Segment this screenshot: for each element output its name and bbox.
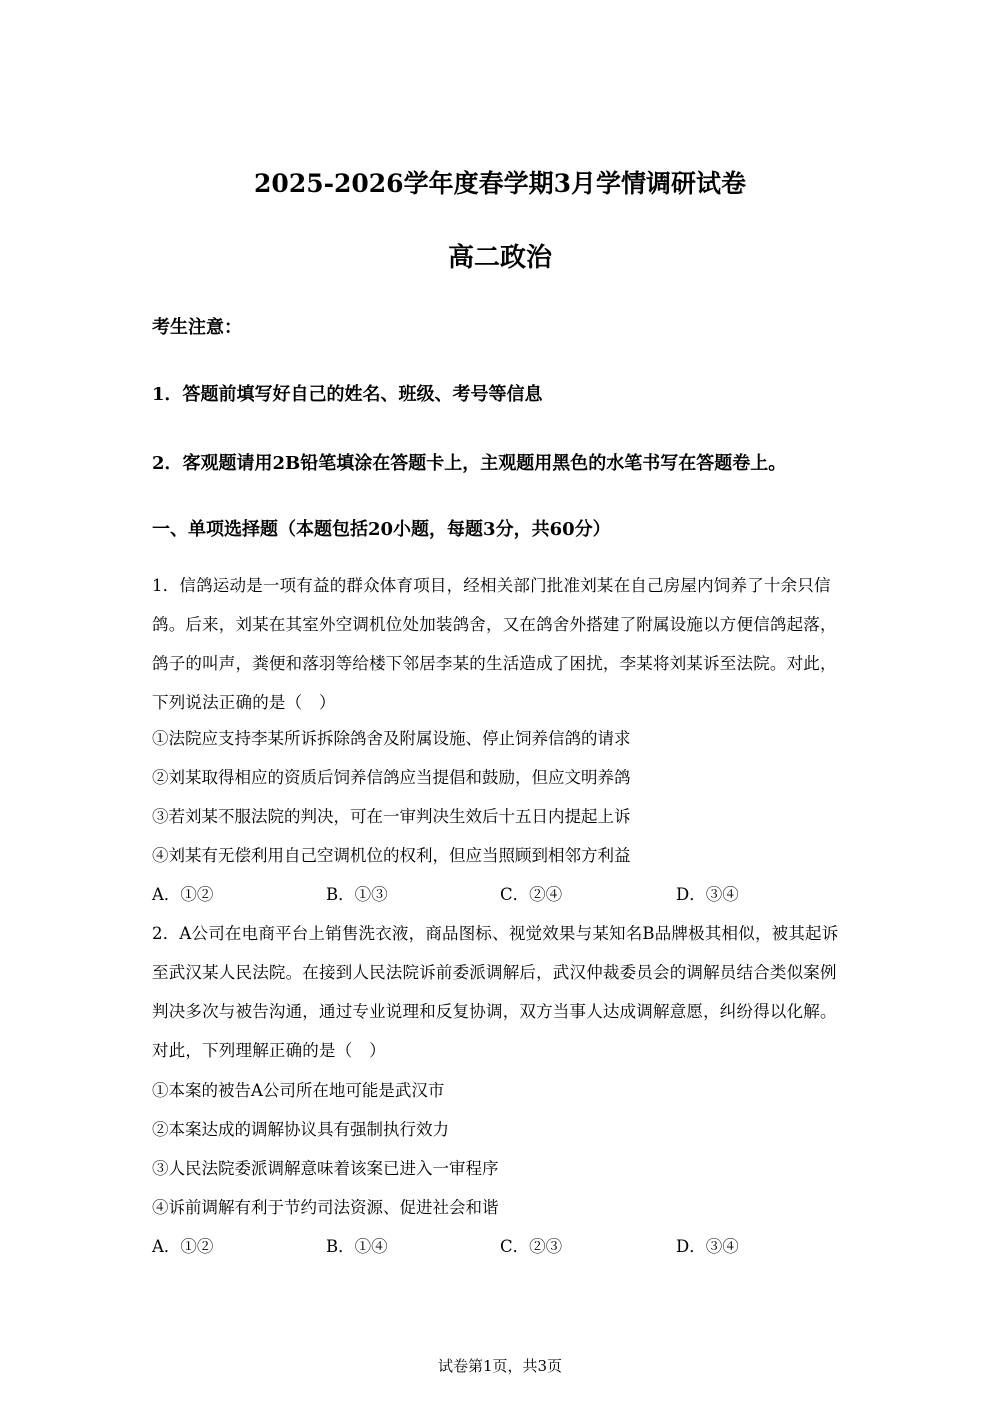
notice-item-2: 2．客观题请用2B铅笔填涂在答题卡上，主观题用黑色的水笔书写在答题卷上。 bbox=[152, 453, 787, 474]
question-2-option-4: ④诉前调解有利于节约司法资源、促进社会和谐 bbox=[152, 1198, 499, 1217]
exam-title: 2025-2026学年度春学期3月学情调研试卷 bbox=[254, 169, 746, 198]
question-1-choice-a: A．①② bbox=[152, 885, 214, 904]
exam-subject: 高二政治 bbox=[447, 243, 552, 273]
question-2-option-1: ①本案的被告A公司所在地可能是武汉市 bbox=[152, 1081, 445, 1100]
question-2-choice-d: D．③④ bbox=[676, 1237, 739, 1256]
question-2-choice-b: B．①④ bbox=[326, 1237, 388, 1256]
question-1-option-3: ③若刘某不服法院的判决，可在一审判决生效后十五日内提起上诉 bbox=[152, 807, 631, 826]
question-2-option-2: ②本案达成的调解协议具有强制执行效力 bbox=[152, 1120, 449, 1139]
question-2-choice-a: A．①② bbox=[152, 1237, 214, 1256]
question-1-option-1: ①法院应支持李某所诉拆除鸽舍及附属设施、停止饲养信鸽的请求 bbox=[152, 729, 631, 748]
question-2-option-3: ③人民法院委派调解意味着该案已进入一审程序 bbox=[152, 1159, 499, 1178]
question-1-choice-c: C．②④ bbox=[500, 885, 563, 904]
section-heading: 一、单项选择题（本题包括20小题，每题3分，共60分） bbox=[152, 519, 611, 540]
question-1-choice-b: B．①③ bbox=[326, 885, 388, 904]
page-footer: 试卷第1页，共3页 bbox=[437, 1357, 563, 1375]
question-2-choice-c: C．②③ bbox=[500, 1237, 563, 1256]
question-1-stem: 1．信鸽运动是一项有益的群众体育项目，经相关部门批准刘某在自己房屋内饲养了十余只信鸽。后来，刘某在其室外空调机位处加装鸽舍，又在鸽舍外搭建了附属设施以方便信鸽起落，鸽子的叫声，粪便和落羽等给楼下邻居李某的生活造成了困扰，李某将刘某诉至法院。对此，下列说法正确的是（ ） bbox=[152, 576, 837, 712]
question-2-stem: 2．A公司在电商平台上销售洗衣液，商品图标、视觉效果与某知名B品牌极其相似，被其起诉至武汉某人民法院。在接到人民法院诉前委派调解后，武汉仲裁委员会的调解员结合类似案例判决多次与被告沟通，通过专业说理和反复协调，双方当事人达成调解意愿，纠纷得以化解。对此，下列理解正确的是（ ） bbox=[152, 924, 839, 1060]
question-1-choice-d: D．③④ bbox=[676, 885, 739, 904]
notice-heading: 考生注意： bbox=[152, 317, 242, 338]
question-1-option-4: ④刘某有无偿利用自己空调机位的权利，但应当照顾到相邻方利益 bbox=[152, 846, 631, 865]
question-1-option-2: ②刘某取得相应的资质后饲养信鸽应当提倡和鼓励，但应文明养鸽 bbox=[152, 768, 631, 787]
notice-item-1: 1．答题前填写好自己的姓名、班级、考号等信息 bbox=[152, 384, 543, 405]
